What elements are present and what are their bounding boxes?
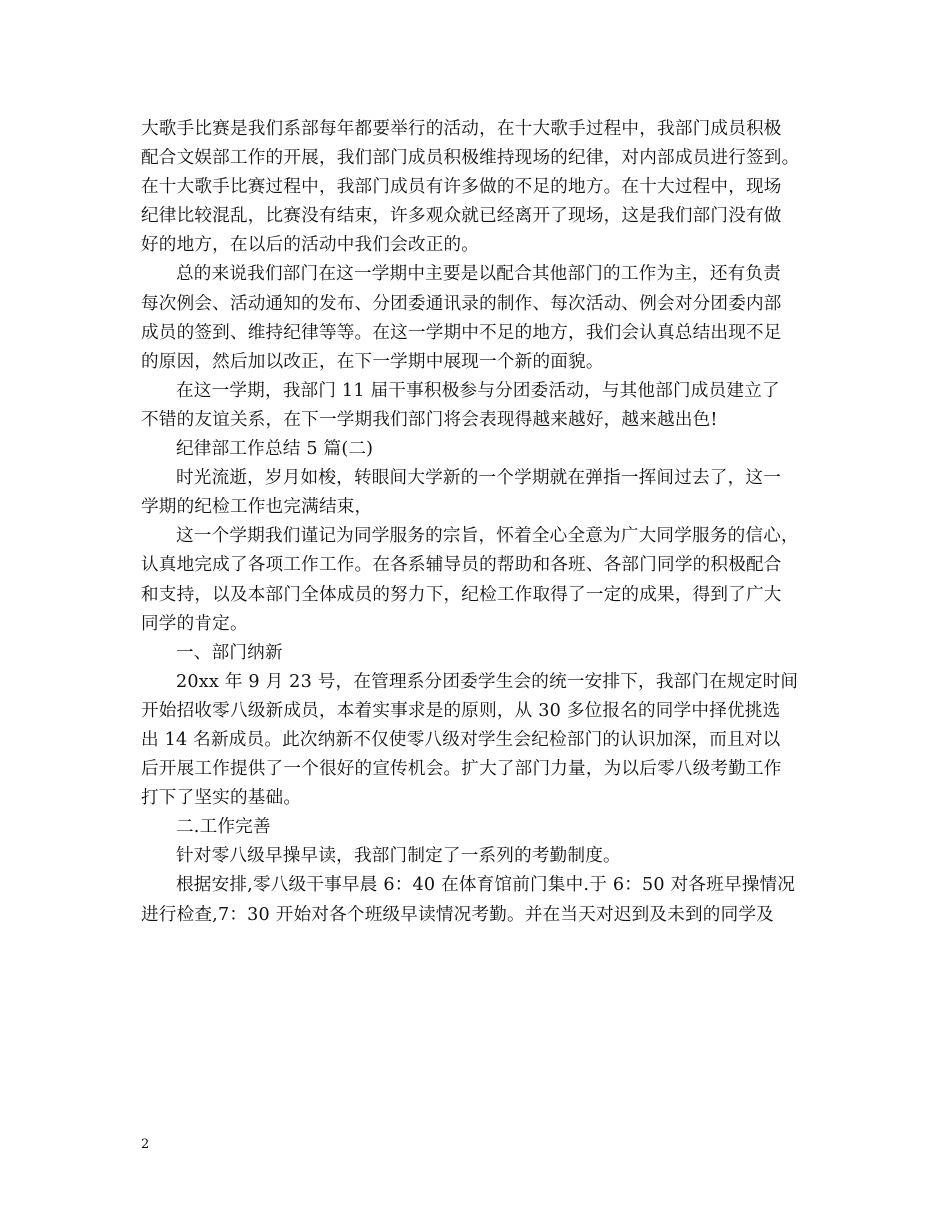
page-number: 2 <box>141 1137 150 1152</box>
section-heading: 二.工作完善 <box>176 817 271 838</box>
text-line: 针对零八级早操早读，我部门制定了一系列的考勤制度。 <box>176 846 621 867</box>
text-line: 同学的肯定。 <box>141 613 248 634</box>
text-line: 打下了坚实的基础。 <box>141 788 302 809</box>
text-line: 的原因，然后加以改正，在下一学期中展现一个新的面貌。 <box>141 351 604 372</box>
text-line: 和支持，以及本部门全体成员的努力下，纪检工作取得了一定的成果，得到了广大 <box>141 584 782 605</box>
text-line: 总的来说我们部门在这一学期中主要是以配合其他部门的工作为主，还有负责 <box>176 264 781 285</box>
text-line: 20xx 年 9 月 23 号，在管理系分团委学生会的统一安排下，我部门在规定时间 <box>176 671 799 692</box>
text-line: 学期的纪检工作也完满结束， <box>141 497 373 518</box>
text-line: 不错的友谊关系，在下一学期我们部门将会表现得越来越好，越来越出色! <box>141 409 718 430</box>
text-line: 这一个学期我们谨记为同学服务的宗旨，怀着全心全意为广大同学服务的信心， <box>176 526 799 547</box>
text-line: 纪律比较混乱，比赛没有结束，许多观众就已经离开了现场，这是我们部门没有做 <box>141 206 782 227</box>
section-heading: 一、部门纳新 <box>176 642 283 663</box>
section-heading: 纪律部工作总结 5 篇(二) <box>176 439 374 460</box>
text-line: 后开展工作提供了一个很好的宣传机会。扩大了部门力量，为以后零八级考勤工作 <box>141 759 782 780</box>
text-line: 成员的签到、维持纪律等等。在这一学期中不足的地方，我们会认真总结出现不足 <box>141 322 782 343</box>
text-line: 认真地完成了各项工作工作。在各系辅导员的帮助和各班、各部门同学的积极配合 <box>141 555 782 576</box>
document-body <box>141 115 831 930</box>
text-line: 在这一学期，我部门 11 届干事积极参与分团委活动，与其他部门成员建立了 <box>176 380 780 401</box>
text-line: 开始招收零八级新成员，本着实事求是的原则，从 30 多位报名的同学中择优挑选 <box>141 700 781 721</box>
text-line: 在十大歌手比赛过程中，我部门成员有许多做的不足的地方。在十大过程中，现场 <box>141 177 782 198</box>
text-line: 大歌手比赛是我们系部每年都要举行的活动，在十大歌手过程中，我部门成员积极 <box>141 119 782 139</box>
text-line: 出 14 名新成员。此次纳新不仅使零八级对学生会纪检部门的认识加深，而且对以 <box>141 729 781 750</box>
text-line: 进行检查,7：30 开始对各个班级早读情况考勤。并在当天对迟到及未到的同学及 <box>141 904 774 925</box>
text-line: 配合文娱部工作的开展，我们部门成员积极维持现场的纪律，对内部成员进行签到。 <box>141 148 800 169</box>
text-line: 每次例会、活动通知的发布、分团委通讯录的制作、每次活动、例会对分团委内部 <box>141 293 782 314</box>
text-line: 根据安排,零八级干事早晨 6：40 在体育馆前门集中.于 6：50 对各班早操情况 <box>176 875 796 896</box>
text-line: 好的地方，在以后的活动中我们会改正的。 <box>141 235 480 256</box>
text-line: 时光流逝，岁月如梭，转眼间大学新的一个学期就在弹指一挥间过去了，这一 <box>176 468 781 489</box>
